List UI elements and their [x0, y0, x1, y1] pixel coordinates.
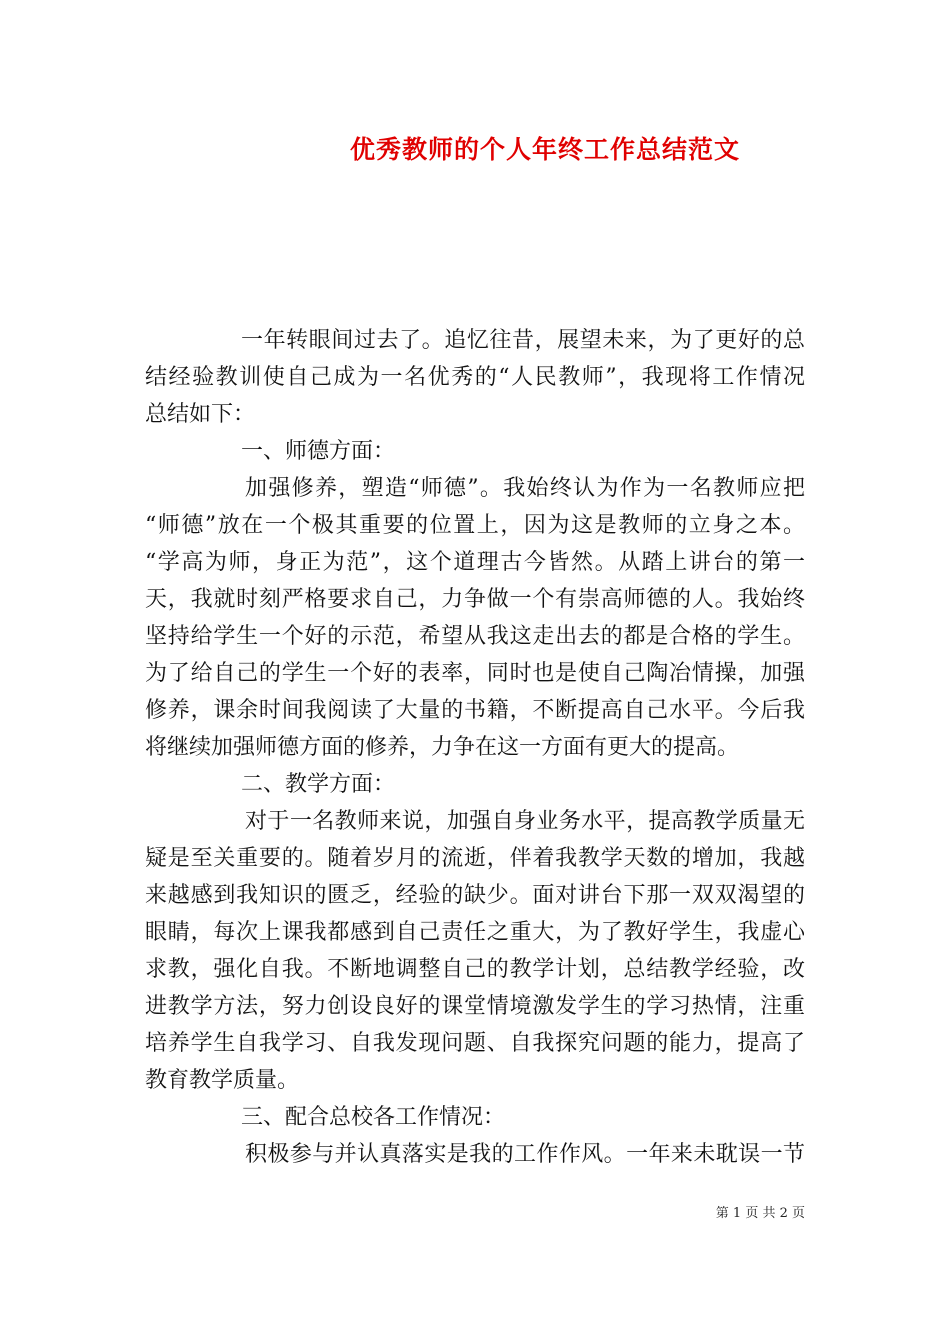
- paragraph-line: 培养学生自我学习、自我发现问题、自我探究问题的能力，提高了: [145, 1031, 805, 1056]
- page-number: 第 1 页 共 2 页: [715, 1206, 805, 1221]
- paragraph-line: 教育教学质量。: [145, 1068, 300, 1093]
- paragraph-line: 进教学方法，努力创设良好的课堂情境激发学生的学习热情，注重: [145, 994, 805, 1019]
- paragraph-line: 坚持给学生一个好的示范，希望从我这走出去的都是合格的学生。: [145, 624, 805, 649]
- section-heading: 三、配合总校各工作情况：: [241, 1105, 506, 1130]
- paragraph-line: 总结如下：: [145, 402, 256, 427]
- paragraph-line: 眼睛，每次上课我都感到自己责任之重大，为了教好学生，我虚心: [145, 920, 805, 945]
- paragraph-line: 疑是至关重要的。随着岁月的流逝，伴着我教学天数的增加，我越: [145, 846, 805, 871]
- paragraph-line: 为了给自己的学生一个好的表率，同时也是使自己陶冶情操，加强: [145, 661, 805, 686]
- paragraph-line: 加强修养，塑造“师德”。我始终认为作为一名教师应把: [245, 476, 805, 501]
- section-heading: 二、教学方面：: [241, 772, 396, 797]
- paragraph-line: “师德”放在一个极其重要的位置上，因为这是教师的立身之本。: [145, 513, 805, 538]
- paragraph-line: 结经验教训使自己成为一名优秀的“人民教师”，我现将工作情况: [145, 365, 805, 390]
- document-title: 优秀教师的个人年终工作总结范文: [349, 135, 740, 164]
- paragraph-line: 求教，强化自我。不断地调整自己的教学计划，总结教学经验，改: [145, 957, 805, 982]
- paragraph-line: 修养，课余时间我阅读了大量的书籍，不断提高自己水平。今后我: [145, 698, 805, 723]
- paragraph-line: 将继续加强师德方面的修养，力争在这一方面有更大的提高。: [145, 735, 740, 760]
- document-body: [145, 322, 805, 1173]
- paragraph-line: “学高为师，身正为范”，这个道理古今皆然。从踏上讲台的第一: [145, 550, 805, 575]
- section-heading: 一、师德方面：: [241, 439, 396, 464]
- paragraph-line: 积极参与并认真落实是我的工作作风。一年来未耽误一节: [245, 1142, 805, 1167]
- paragraph-line: 来越感到我知识的匮乏，经验的缺少。面对讲台下那一双双渴望的: [145, 883, 805, 908]
- paragraph-line: 一年转眼间过去了。追忆往昔，展望未来，为了更好的总: [241, 328, 805, 353]
- paragraph-line: 天，我就时刻严格要求自己，力争做一个有崇高师德的人。我始终: [145, 587, 805, 612]
- paragraph-line: 对于一名教师来说，加强自身业务水平，提高教学质量无: [245, 809, 805, 834]
